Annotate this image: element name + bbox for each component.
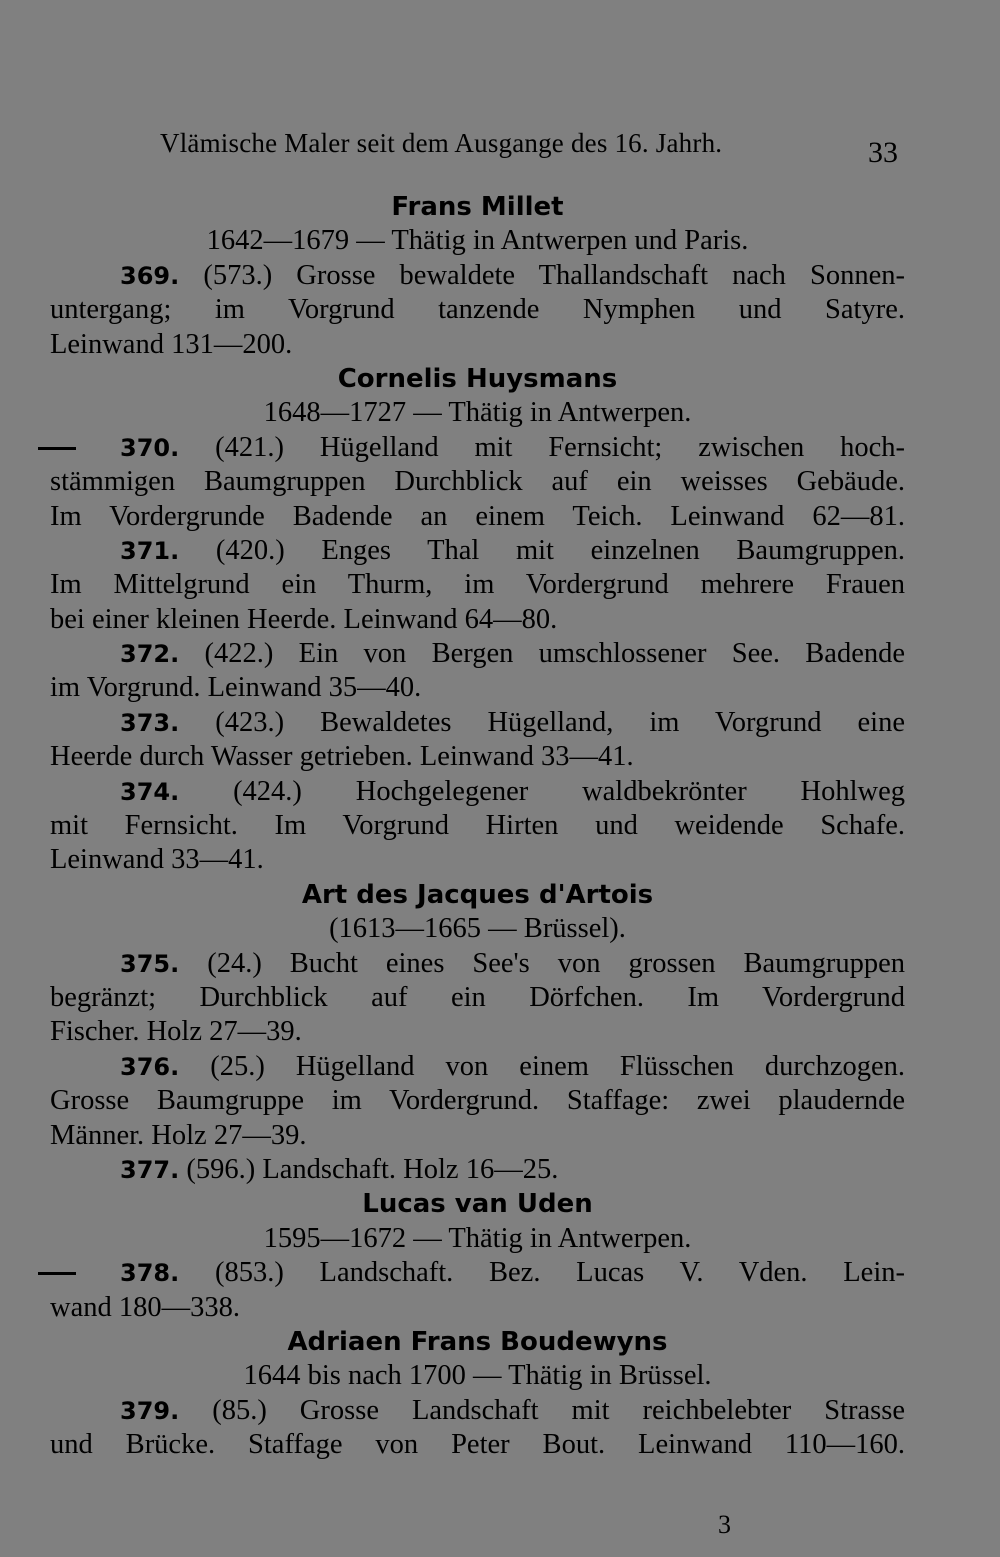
entry-text: (85.) Grosse Landschaft mit reichbelebter Strasse (212, 1394, 906, 1426)
artist-heading: Lucas van Uden (362, 1189, 593, 1220)
catalog-entry-start (50, 706, 905, 740)
page-body (50, 190, 905, 1462)
catalog-entry-start (50, 775, 905, 809)
entry-text: (424.) Hochgelegener waldbekrönter Hohlweg (233, 775, 905, 807)
entry-text: (423.) Bewaldetes Hügelland, im Vorgrund eine (215, 706, 906, 738)
entry-text: (421.) Hügelland mit Fernsicht; zwischen hoch- (215, 431, 906, 463)
catalog-number: 379. (120, 1396, 180, 1425)
artist-heading: Art des Jacques d'Artois (301, 879, 654, 910)
entry-line: untergang; im Vorgrund tanzende Nymphen und Satyre. (50, 294, 905, 326)
entry-text: (420.) Enges Thal mit einzelnen Baumgruppen. (215, 534, 905, 566)
entry-text: (573.) Grosse bewaldete Thallandschaft nach Sonnen- (203, 259, 905, 291)
entry-line: im Vorgrund. Leinwand 35—40. (50, 672, 422, 704)
entry-line: stämmigen Baumgruppen Durchblick auf ein weisses Gebäude. (50, 466, 905, 498)
entry-line: Im Mittelgrund ein Thurm, im Vordergrund mehrere Frauen (50, 569, 905, 601)
catalog-entry-start (50, 1394, 905, 1428)
entry-text: (24.) Bucht eines See's von grossen Baumgruppen (207, 947, 905, 979)
entry-line: Fischer. Holz 27—39. (50, 1016, 302, 1048)
entry-line: und Brücke. Staffage von Peter Bout. Leinwand 110—160. (50, 1429, 905, 1461)
entry-line: Leinwand 131—200. (50, 328, 293, 360)
entry-line: Leinwand 33—41. (50, 844, 264, 876)
artist-dates: 1648—1727 — Thätig in Antwerpen. (263, 397, 692, 429)
catalog-entry-start (50, 637, 905, 671)
artist-heading: Adriaen Frans Boudewyns (287, 1326, 668, 1357)
catalog-number: 378. (120, 1259, 180, 1288)
entry-line: bei einer kleinen Heerde. Leinwand 64—80. (50, 603, 558, 635)
artist-heading: Cornelis Huysmans (337, 363, 618, 394)
entry-text: (25.) Hügelland von einem Flüsschen durchzogen. (210, 1050, 905, 1082)
entry-text: (853.) Landschaft. Bez. Lucas V. Vden. Lein- (214, 1257, 905, 1289)
catalog-entry-start (50, 431, 905, 465)
margin-dash-mark (38, 447, 76, 450)
artist-dates: 1642—1679 — Thätig in Antwerpen und Paris. (206, 225, 749, 257)
catalog-entry-start (50, 1256, 905, 1290)
entry-text: (596.) Landschaft. Holz 16—25. (186, 1153, 559, 1185)
catalog-number: 373. (120, 708, 180, 737)
running-header: Vlämische Maler seit dem Ausgange des 16. Jahrh. (160, 128, 723, 158)
entry-line: Im Vordergrunde Badende an einem Teich. Leinwand 62—81. (50, 500, 905, 532)
catalog-entry-start (50, 1153, 905, 1187)
entry-line: Grosse Baumgruppe im Vordergrund. Staffage: zwei plaudernde (50, 1085, 905, 1117)
catalog-number: 377. (120, 1155, 180, 1184)
catalog-number: 369. (120, 261, 180, 290)
entry-line: begränzt; Durchblick auf ein Dörfchen. Im Vordergrund (50, 981, 905, 1013)
margin-dash-mark (38, 1272, 76, 1275)
catalog-entry-start (50, 947, 905, 981)
artist-dates: 1595—1672 — Thätig in Antwerpen. (263, 1222, 692, 1254)
entry-line: Männer. Holz 27—39. (50, 1119, 307, 1151)
artist-dates: 1644 bis nach 1700 — Thätig in Brüssel. (243, 1360, 712, 1392)
page-number: 33 (868, 136, 898, 169)
artist-heading: Frans Millet (391, 192, 564, 222)
catalog-entry-start (50, 534, 905, 568)
catalog-number: 370. (120, 433, 180, 462)
entry-line: wand 180—338. (50, 1291, 240, 1323)
entry-text: (422.) Ein von Bergen umschlossener See. Badende (204, 638, 905, 670)
signature-mark: 3 (718, 1510, 731, 1539)
catalog-number: 376. (120, 1052, 180, 1081)
entry-line: mit Fernsicht. Im Vorgrund Hirten und weidende Schafe. (50, 810, 905, 842)
catalog-entry-start (50, 259, 905, 293)
catalog-entry-start (50, 1050, 905, 1084)
catalog-number: 375. (120, 949, 180, 978)
entry-line: Heerde durch Wasser getrieben. Leinwand 33—41. (50, 741, 634, 773)
artist-dates: (1613—1665 — Brüssel). (329, 913, 626, 945)
catalog-number: 374. (120, 777, 180, 806)
catalog-number: 371. (120, 536, 180, 565)
catalog-number: 372. (120, 640, 180, 669)
